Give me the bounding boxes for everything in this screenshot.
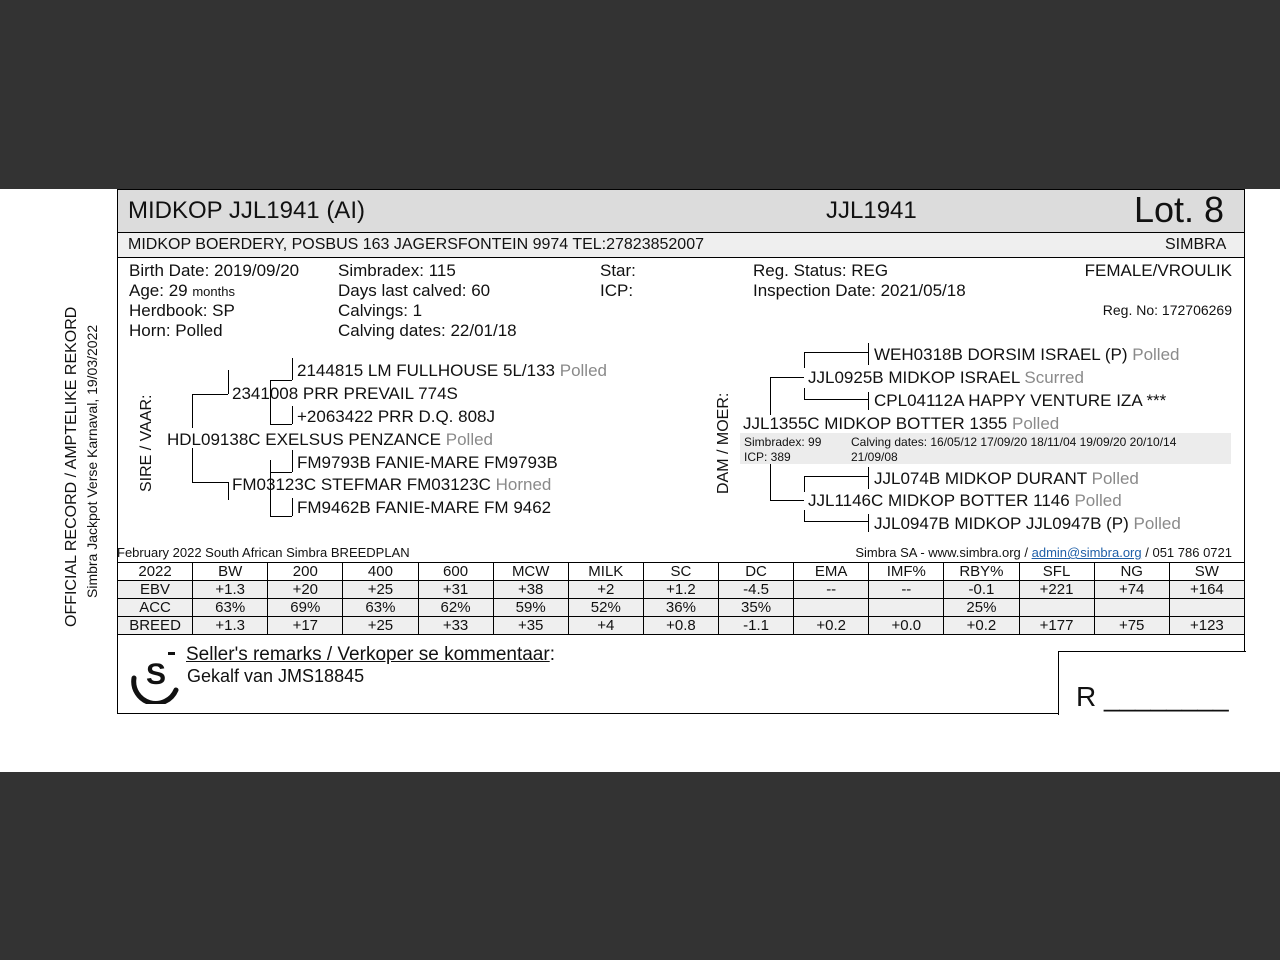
dam-simbradex: Simbradex: 99 (744, 435, 822, 449)
sex: FEMALE/VROULIK (1084, 261, 1232, 280)
animal-name: MIDKOP JJL1941 (AI) (128, 197, 365, 224)
sire-name: HDL09138C EXELSUS PENZANCE Polled (167, 430, 494, 449)
dam-dam: JJL1146C MIDKOP BOTTER 1146 Polled (808, 491, 1122, 510)
days-last-calved: Days last calved: 60 (338, 281, 491, 300)
birth-date: Birth Date: 2019/09/20 (129, 261, 300, 280)
breedplan-contact: Simbra SA - www.simbra.org / admin@simbra.org / 051 786 0721 (855, 545, 1232, 560)
table-row: BREED +1.3 +17 +25 +33 +35 +4 +0.8 -1.1 +0.2 +0.0 +0.2 +177 +75 +123 (118, 617, 1245, 635)
svg-text:S: S (146, 658, 167, 691)
sire-sire: 2341008 PRR PREVAIL 774S (232, 384, 458, 403)
icp: ICP: (600, 281, 634, 300)
dam-icp: ICP: 389 (744, 450, 791, 464)
email-link[interactable]: admin@simbra.org (1031, 545, 1142, 560)
price-label: R ________ (1076, 681, 1229, 712)
reg-number: Reg. No: 172706269 (1102, 302, 1232, 318)
animal-id: JJL1941 (826, 197, 917, 224)
official-record-label: OFFICIAL RECORD / AMPTELIKE REKORD (63, 306, 80, 627)
sire-dam: FM03123C STEFMAR FM03123C Horned (232, 475, 552, 494)
star: Star: (600, 261, 636, 280)
sire-label: SIRE / VAAR: (138, 394, 155, 492)
sire-sire-dam: +2063422 PRR D.Q. 808J (297, 407, 495, 426)
ebv-table (117, 562, 1245, 635)
herdbook: Herdbook: SP (129, 301, 235, 320)
dam-sire-dam: CPL04112A HAPPY VENTURE IZA *** (874, 391, 1167, 410)
dam-label: DAM / MOER: (715, 392, 732, 494)
remarks-title: Seller's remarks / Verkoper se kommentaar: (186, 644, 555, 665)
sire-dam-sire: FM9793B FANIE-MARE FM9793B (297, 453, 558, 472)
top-dark-band (0, 0, 1280, 189)
remarks-text: Gekalf van JMS18845 (187, 666, 365, 686)
simbradex: Simbradex: 115 (338, 261, 456, 280)
table-row: EBV +1.3 +20 +25 +31 +38 +2 +1.2 -4.5 -- -- -0.1 +221 +74 +164 (118, 581, 1245, 599)
dam-dam-sire: JJL074B MIDKOP DURANT Polled (874, 469, 1139, 488)
horn-status: Horn: Polled (129, 321, 223, 340)
table-row: 2022 BW 200 400 600 MCW MILK SC DC EMA IMF% RBY% SFL NG SW (118, 563, 1245, 581)
breed-label: SIMBRA (1165, 236, 1227, 253)
dam-calving-dates-2: 21/09/08 (851, 450, 898, 464)
dam-calving-dates: Calving dates: 16/05/12 17/09/20 18/11/04 19/09/20 20/10/14 (851, 435, 1177, 449)
sire-sire-sire: 2144815 LM FULLHOUSE 5L/133 Polled (297, 361, 607, 380)
dam-dam-dam: JJL0947B MIDKOP JJL0947B (P) Polled (874, 514, 1181, 533)
owner-info: MIDKOP BOERDERY, POSBUS 163 JAGERSFONTEIN 9974 TEL:27823852007 (128, 236, 704, 253)
breedplan-source: February 2022 South African Simbra BREEDPLAN (117, 545, 410, 560)
lot-number: Lot. 8 (1134, 189, 1225, 230)
inspection-date: Inspection Date: 2021/05/18 (753, 281, 966, 300)
sire-dam-dam: FM9462B FANIE-MARE FM 9462 (297, 498, 552, 517)
dam-sire-sire: WEH0318B DORSIM ISRAEL (P) Polled (874, 345, 1180, 364)
bottom-dark-band (0, 772, 1280, 960)
age: Age: 29 months (129, 281, 235, 300)
calvings: Calvings: 1 (338, 301, 423, 320)
calving-dates: Calving dates: 22/01/18 (338, 321, 517, 340)
table-row: ACC 63% 69% 63% 62% 59% 52% 36% 35% 25% (118, 599, 1245, 617)
sale-name-label: Simbra Jackpot Verse Karnaval, 19/03/2022 (84, 324, 100, 598)
dam-sire: JJL0925B MIDKOP ISRAEL Scurred (808, 368, 1084, 387)
reg-status: Reg. Status: REG (753, 261, 889, 280)
dam-name: JJL1355C MIDKOP BOTTER 1355 Polled (743, 414, 1060, 433)
simbra-logo-icon (128, 648, 182, 704)
